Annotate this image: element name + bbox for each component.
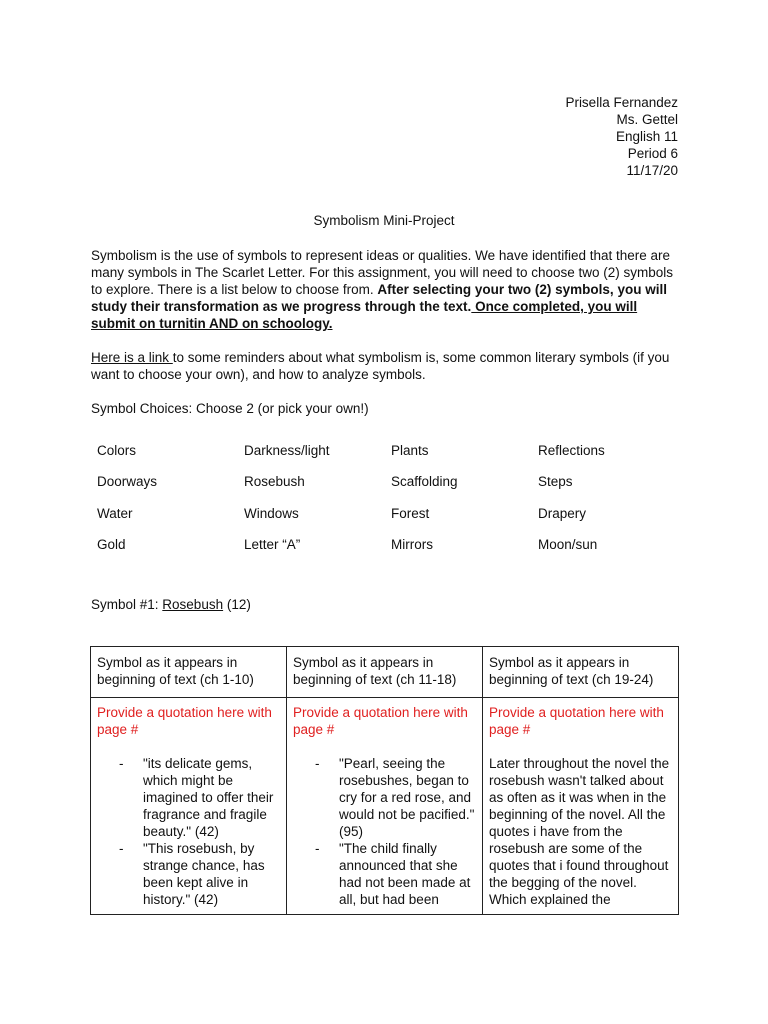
quote-text: "The child finally announced that she had not been made at all, but had been <box>339 841 471 907</box>
table-header-cell: Symbol as it appears in beginning of text (ch 19-24) <box>483 647 679 698</box>
analysis-text: Later throughout the novel the rosebush wasn't talked about as often as it was when in the beginning of the novel. All the quotes i have from the rosebush are some of the quotes that i found throughout the begging of the novel. Which explained the <box>489 756 670 907</box>
bullet-dash: - <box>315 756 320 771</box>
symbol-1-name: Rosebush <box>162 597 224 612</box>
period: Period 6 <box>627 146 678 161</box>
quote-item <box>293 840 476 908</box>
choice: Steps <box>538 474 573 489</box>
symbol-table <box>90 646 679 915</box>
date: 11/17/20 <box>626 163 678 178</box>
symbol-1-heading <box>91 596 251 613</box>
choice: Reflections <box>538 443 605 458</box>
intro-bold-underline: Once completed, you will submit on turnitin AND on schoology. <box>91 299 638 331</box>
choice: Plants <box>391 443 429 458</box>
bullet-dash: - <box>119 756 124 771</box>
choice: Darkness/light <box>244 443 330 458</box>
link-paragraph <box>91 349 681 383</box>
course-name: English 11 <box>615 129 678 144</box>
quote-text: "Pearl, seeing the rosebushes, began to cry for a red rose, and would not be pacified." (95) <box>339 756 475 839</box>
intro-bold: After selecting your two (2) symbols, you will study their transformation as we progress through the text. <box>91 282 667 314</box>
bullet-dash: - <box>315 841 320 856</box>
choice: Rosebush <box>244 474 305 489</box>
symbol-1-suffix: (12) <box>223 597 251 612</box>
intro-paragraph <box>91 247 681 332</box>
quote-item <box>97 755 280 840</box>
choice: Doorways <box>97 474 158 489</box>
choice: Colors <box>97 443 137 458</box>
choice: Moon/sun <box>538 537 598 552</box>
quote-text: "This rosebush, by strange chance, has been kept alive in history." (42) <box>143 841 265 907</box>
quotation-prompt: Provide a quotation here with page # <box>293 705 468 737</box>
table-cell-ch1-10[interactable] <box>91 698 287 915</box>
bullet-dash: - <box>119 841 124 856</box>
choice: Mirrors <box>391 537 433 552</box>
choice: Forest <box>391 506 430 521</box>
quote-text: "its delicate gems, which might be imagined to offer their fragrance and fragile beauty." (42) <box>143 756 274 839</box>
symbolism-link[interactable]: Here is a link <box>91 350 173 365</box>
table-cell-ch11-18[interactable] <box>287 698 483 915</box>
intro-text: Symbolism is the use of symbols to represent ideas or qualities. We have identified that there are many symbols in The Scarlet Letter. For this assignment, you will need to choose two (2) symbols to explore. There is a list below to choose from. <box>91 248 674 297</box>
quote-item <box>97 840 280 908</box>
student-name: Prisella Fernandez <box>565 95 678 110</box>
document-title: Symbolism Mini-Project <box>313 213 455 228</box>
table-header-cell: Symbol as it appears in beginning of text (ch 1-10) <box>91 647 287 698</box>
choice: Gold <box>97 537 126 552</box>
header-block <box>565 94 678 179</box>
table-cell-ch19-24[interactable] <box>483 698 679 915</box>
choices-label: Symbol Choices: Choose 2 (or pick your own!) <box>91 401 369 416</box>
teacher-name: Ms. Gettel <box>616 112 678 127</box>
choice: Drapery <box>538 506 587 521</box>
quote-item <box>293 755 476 840</box>
choice: Letter “A” <box>244 537 301 552</box>
quotation-prompt: Provide a quotation here with page # <box>489 705 664 737</box>
choice: Scaffolding <box>391 474 458 489</box>
choice: Windows <box>244 506 299 521</box>
link-paragraph-text: to some reminders about what symbolism is, some common literary symbols (if you want to choose your own), and how to analyze symbols. <box>91 350 670 382</box>
symbol-1-prefix: Symbol #1: <box>91 597 163 612</box>
quotation-prompt: Provide a quotation here with page # <box>97 705 272 737</box>
table-header-cell: Symbol as it appears in beginning of text (ch 11-18) <box>287 647 483 698</box>
choice: Water <box>97 506 133 521</box>
